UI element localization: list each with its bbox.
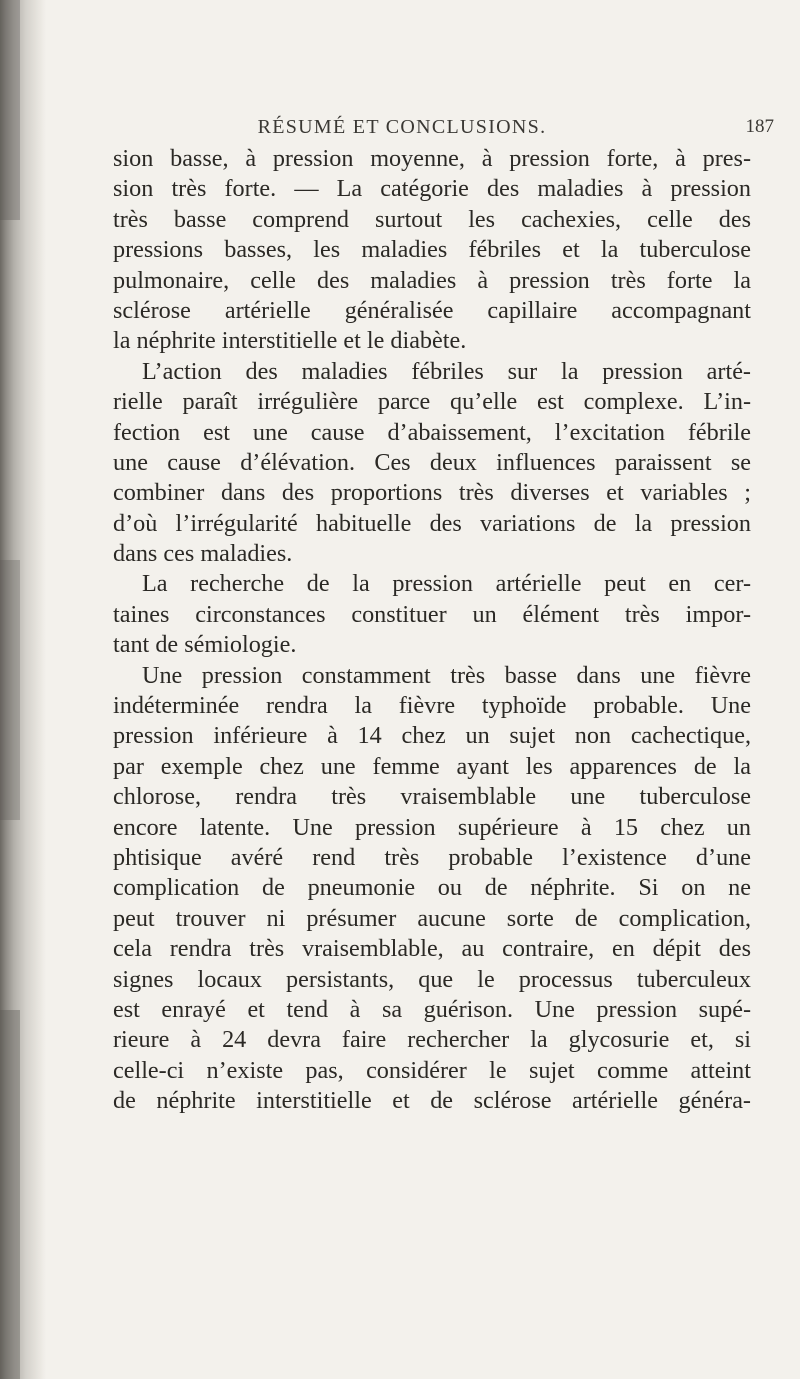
- text-line: sion basse, à pression moyenne, à pression forte, à pres-: [113, 145, 751, 172]
- text-line: signes locaux persistants, que le processus tuberculeux: [113, 965, 751, 993]
- text-line: sclérose artérielle généralisée capillaire accompagnant: [113, 296, 751, 324]
- text-line: cela rendra très vraisemblable, au contraire, en dépit des: [113, 935, 751, 963]
- text-line: est enrayé et tend à sa guérison. Une pression supé-: [113, 995, 751, 1023]
- gutter-mark: [0, 0, 20, 220]
- text-line: Une pression constamment très basse dans une fièvre: [142, 661, 751, 689]
- running-title: RÉSUMÉ ET CONCLUSIONS.: [257, 116, 547, 138]
- text-line: taines circonstances constituer un élément très impor-: [113, 600, 751, 628]
- text-line: combiner dans des proportions très diverses et variables ;: [113, 479, 751, 507]
- text-line: par exemple chez une femme ayant les apparences de la: [113, 752, 751, 780]
- text-line: la néphrite interstitielle et le diabète.: [113, 327, 467, 355]
- text-line: phtisique avéré rend très probable l’existence d’une: [113, 843, 751, 871]
- body-text: [113, 144, 751, 1117]
- gutter-mark: [0, 1010, 20, 1379]
- text-line: celle-ci n’existe pas, considérer le sujet comme atteint: [113, 1056, 751, 1084]
- text-line: fection est une cause d’abaissement, l’excitation fébrile: [113, 418, 751, 446]
- text-line: encore latente. Une pression supérieure à 15 chez un: [113, 813, 751, 841]
- page-number: 187: [745, 116, 774, 137]
- text-line: dans ces maladies.: [113, 540, 293, 568]
- text-line: très basse comprend surtout les cachexies, celle des: [113, 205, 751, 233]
- text-line: indéterminée rendra la fièvre typhoïde probable. Une: [113, 692, 751, 720]
- running-head: [44, 110, 800, 144]
- text-line: La recherche de la pression artérielle peut en cer-: [142, 570, 751, 598]
- binding-shadow: [0, 0, 46, 1379]
- book-page: [44, 0, 800, 1379]
- text-line: rielle paraît irrégulière parce qu’elle est complexe. L’in-: [113, 388, 751, 416]
- text-line: d’où l’irrégularité habituelle des variations de la pression: [113, 509, 751, 537]
- text-line: L’action des maladies fébriles sur la pression arté-: [142, 357, 751, 385]
- text-line: pressions basses, les maladies fébriles et la tuberculose: [113, 236, 751, 264]
- text-line: une cause d’élévation. Ces deux influences paraissent se: [113, 448, 751, 476]
- text-line: sion très forte. — La catégorie des maladies à pression: [113, 175, 751, 203]
- gutter-mark: [0, 560, 20, 820]
- text-line: chlorose, rendra très vraisemblable une tuberculose: [113, 783, 751, 811]
- text-line: pression inférieure à 14 chez un sujet non cachectique,: [113, 722, 751, 750]
- text-line: pulmonaire, celle des maladies à pression très forte la: [113, 266, 751, 294]
- text-line: de néphrite interstitielle et de sclérose artérielle généra-: [113, 1087, 751, 1115]
- text-line: complication de pneumonie ou de néphrite. Si on ne: [113, 874, 751, 902]
- text-line: tant de sémiologie.: [113, 631, 297, 659]
- text-line: rieure à 24 devra faire rechercher la glycosurie et, si: [113, 1026, 751, 1054]
- text-line: peut trouver ni présumer aucune sorte de complication,: [113, 904, 751, 932]
